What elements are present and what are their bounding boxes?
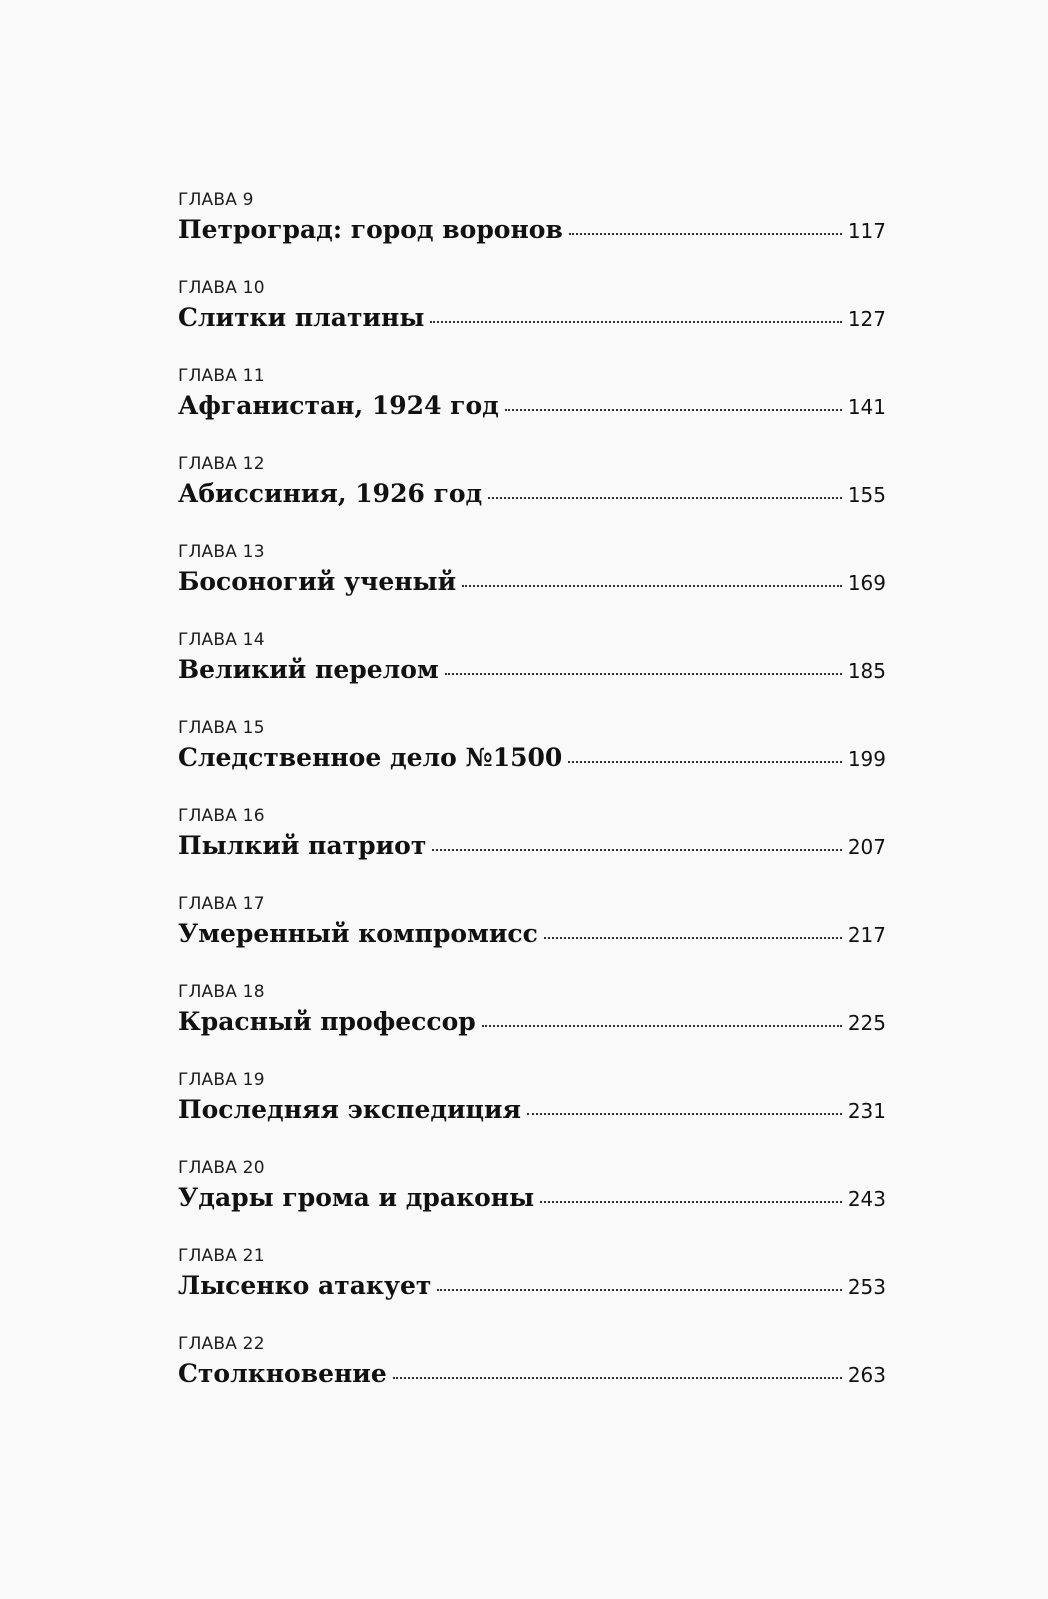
toc-entry[interactable] bbox=[178, 806, 886, 894]
page-number: 263 bbox=[847, 1363, 886, 1387]
page-number: 155 bbox=[847, 483, 886, 507]
page-number: 217 bbox=[847, 923, 886, 947]
chapter-label: ГЛАВА 10 bbox=[178, 278, 265, 298]
chapter-title: Великий перелом bbox=[178, 655, 439, 684]
toc-title-row bbox=[178, 829, 886, 864]
table-of-contents bbox=[178, 190, 886, 1422]
toc-title-row bbox=[178, 477, 886, 512]
dot-leader bbox=[527, 1113, 842, 1115]
page-number: 231 bbox=[847, 1099, 886, 1123]
dot-leader bbox=[544, 937, 842, 939]
chapter-title: Пылкий патриот bbox=[178, 831, 427, 860]
toc-entry[interactable] bbox=[178, 278, 886, 366]
dot-leader bbox=[393, 1377, 842, 1379]
page-number: 169 bbox=[847, 571, 886, 595]
toc-entry[interactable] bbox=[178, 190, 886, 278]
dot-leader bbox=[540, 1201, 842, 1203]
toc-entry[interactable] bbox=[178, 454, 886, 542]
chapter-label: ГЛАВА 21 bbox=[178, 1246, 265, 1266]
chapter-label: ГЛАВА 22 bbox=[178, 1334, 265, 1354]
chapter-label: ГЛАВА 19 bbox=[178, 1070, 265, 1090]
toc-title-row bbox=[178, 301, 886, 336]
toc-entry[interactable] bbox=[178, 542, 886, 630]
chapter-title: Петроград: город воронов bbox=[178, 215, 563, 244]
dot-leader bbox=[437, 1289, 841, 1291]
toc-entry[interactable] bbox=[178, 982, 886, 1070]
chapter-title: Босоногий ученый bbox=[178, 567, 457, 596]
dot-leader bbox=[482, 1025, 842, 1027]
chapter-label: ГЛАВА 13 bbox=[178, 542, 265, 562]
page-number: 199 bbox=[847, 747, 886, 771]
toc-entry[interactable] bbox=[178, 1070, 886, 1158]
dot-leader bbox=[462, 585, 842, 587]
toc-title-row bbox=[178, 653, 886, 688]
dot-leader bbox=[505, 409, 842, 411]
toc-entry[interactable] bbox=[178, 1158, 886, 1246]
toc-entry[interactable] bbox=[178, 366, 886, 454]
chapter-title: Следственное дело №1500 bbox=[178, 743, 563, 772]
chapter-title: Умеренный компромисс bbox=[178, 919, 538, 948]
chapter-title: Столкновение bbox=[178, 1359, 387, 1388]
page-number: 141 bbox=[847, 395, 886, 419]
toc-title-row bbox=[178, 1181, 886, 1216]
chapter-title: Афганистан, 1924 год bbox=[178, 391, 499, 420]
toc-title-row bbox=[178, 565, 886, 600]
chapter-title: Слитки платины bbox=[178, 303, 425, 332]
toc-title-row bbox=[178, 1093, 886, 1128]
toc-title-row bbox=[178, 389, 886, 424]
chapter-title: Абиссиния, 1926 год bbox=[178, 479, 483, 508]
chapter-label: ГЛАВА 11 bbox=[178, 366, 265, 386]
chapter-title: Удары грома и драконы bbox=[178, 1183, 535, 1212]
toc-title-row bbox=[178, 1357, 886, 1392]
toc-title-row bbox=[178, 1269, 886, 1304]
page-number: 253 bbox=[847, 1275, 886, 1299]
chapter-label: ГЛАВА 17 bbox=[178, 894, 265, 914]
page-number: 225 bbox=[847, 1011, 886, 1035]
toc-entry[interactable] bbox=[178, 894, 886, 982]
chapter-label: ГЛАВА 14 bbox=[178, 630, 265, 650]
toc-entry[interactable] bbox=[178, 718, 886, 806]
dot-leader bbox=[432, 849, 841, 851]
dot-leader bbox=[568, 761, 842, 763]
toc-title-row bbox=[178, 1005, 886, 1040]
page-number: 243 bbox=[847, 1187, 886, 1211]
chapter-label: ГЛАВА 18 bbox=[178, 982, 265, 1002]
chapter-title: Красный профессор bbox=[178, 1007, 476, 1036]
page-number: 117 bbox=[847, 219, 886, 243]
chapter-label: ГЛАВА 16 bbox=[178, 806, 265, 826]
chapter-label: ГЛАВА 20 bbox=[178, 1158, 265, 1178]
chapter-title: Последняя экспедиция bbox=[178, 1095, 522, 1124]
toc-title-row bbox=[178, 741, 886, 776]
toc-entry[interactable] bbox=[178, 1246, 886, 1334]
chapter-label: ГЛАВА 12 bbox=[178, 454, 265, 474]
dot-leader bbox=[488, 497, 842, 499]
toc-entry[interactable] bbox=[178, 1334, 886, 1422]
chapter-label: ГЛАВА 9 bbox=[178, 190, 254, 210]
page-number: 127 bbox=[847, 307, 886, 331]
chapter-label: ГЛАВА 15 bbox=[178, 718, 265, 738]
chapter-title: Лысенко атакует bbox=[178, 1271, 432, 1300]
toc-title-row bbox=[178, 917, 886, 952]
toc-entry[interactable] bbox=[178, 630, 886, 718]
dot-leader bbox=[430, 321, 841, 323]
page-number: 185 bbox=[847, 659, 886, 683]
dot-leader bbox=[445, 673, 842, 675]
toc-title-row bbox=[178, 213, 886, 248]
page-number: 207 bbox=[847, 835, 886, 859]
dot-leader bbox=[569, 233, 842, 235]
